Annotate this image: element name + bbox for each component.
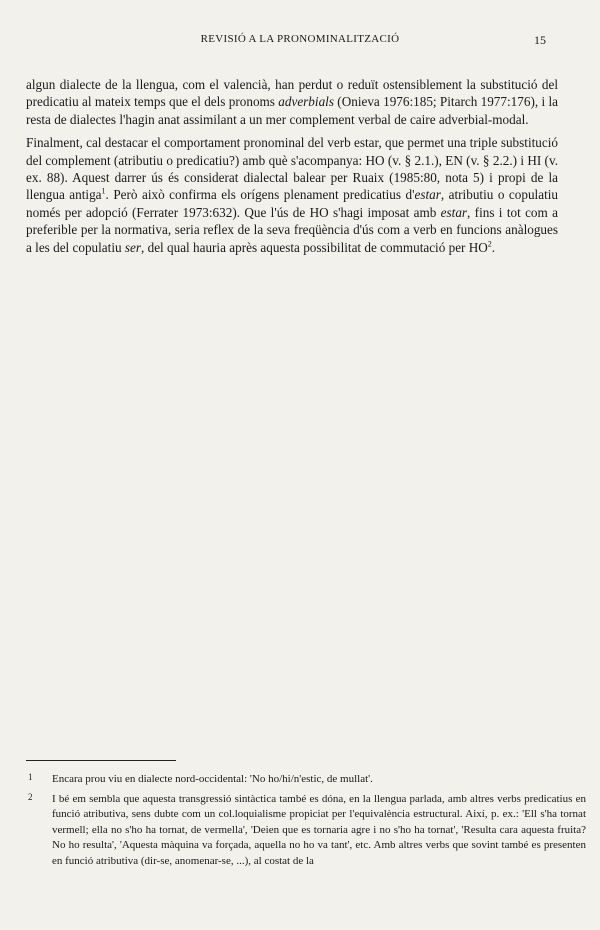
page-header xyxy=(40,33,560,51)
footnote-1-text: Encara prou viu en dialecte nord-occidental: 'No ho/hi/n'estic, de mullat'. xyxy=(52,773,373,785)
footnote-2-mark: 2 xyxy=(28,791,33,802)
footnote-ref-2[interactable]: 2 xyxy=(487,239,492,249)
footnote-1 xyxy=(28,772,586,788)
p2-text-e: , del qual hauria après aquesta possibilitat de commutació per HO xyxy=(141,239,488,255)
page-number: 15 xyxy=(534,33,546,47)
p2-text-c: , atributiu o copulatiu només per adopció (Ferrater 1973:632). Que l'ús de HO s'hagi imposat amb xyxy=(26,187,558,220)
p1-text-b: (Onieva 1976:185; Pitarch 1977:176), i la resta de dialectes l'hagin anat assimilant a un mer complement verbal de caire adverbial-modal. xyxy=(26,94,558,127)
paragraph-1 xyxy=(26,76,558,128)
paragraph-2 xyxy=(26,134,558,256)
footnote-2 xyxy=(28,791,586,870)
show-through-text xyxy=(40,350,560,680)
p2-text-d: , fins i tot com a preferible per la normativa, seria reflex de la seva freqüència d'ús com a verb en funcions anàlogues a les del copulatiu xyxy=(26,204,558,255)
p2-italic-ser: ser xyxy=(124,239,141,255)
footnotes xyxy=(26,772,586,874)
p2-text-b: . Però això confirma els orígens plenament predicatius d' xyxy=(105,187,415,203)
body-text xyxy=(26,76,558,262)
p2-text-a: Finalment, cal destacar el comportament pronominal del verb estar, que permet una triple substitució del complement (atributiu o predicatiu?) amb què s'acompanya: HO (v. § 2.1.), EN (v. § 2.2.) i HI (v. ex. 88). Aquest darrer ús és considerat dialectal balear per Ruaix (1985:80, nota 5) i propi de la llengua antiga xyxy=(26,135,558,203)
footnote-1-mark: 1 xyxy=(28,772,33,782)
p2-text-f: . xyxy=(491,239,496,255)
p2-italic-estar-2: estar xyxy=(440,204,468,220)
running-head: REVISIÓ A LA PRONOMINALITZACIÓ xyxy=(200,33,400,45)
footnote-rule xyxy=(26,760,176,761)
p1-text-a: algun dialecte de la llengua, com el valencià, han perdut o reduït ostensiblement la substitució del predicatiu al mateix temps que el dels pronoms xyxy=(26,77,558,110)
p2-italic-estar-1: estar xyxy=(414,187,441,203)
footnote-2-text: I bé em sembla que aquesta transgressió sintàctica també es dóna, en la llengua parlada, amb altres verbs predicatius en funció atributiva, sens dubte com un col.loquialisme propiciat per l'equivalència estructural. Així, p. ex.: 'Ell s'ha tornat vermell; ella no s'ho ha tornat, de vermella', 'Deien que es tornaria agre i no s'ho ha tornat', 'Resulta cara aquesta fruita? No ho resulta', 'Aquesta màquina va forçada, aquella no ho va tant', etc. Amb altres verbs que sovint també es presenten en funció atributiva (dir-se, anomenar-se, ...), al costat de la xyxy=(52,792,586,867)
footnote-ref-1[interactable]: 1 xyxy=(101,187,106,197)
p1-italic-adverbials: adverbials xyxy=(278,94,334,110)
